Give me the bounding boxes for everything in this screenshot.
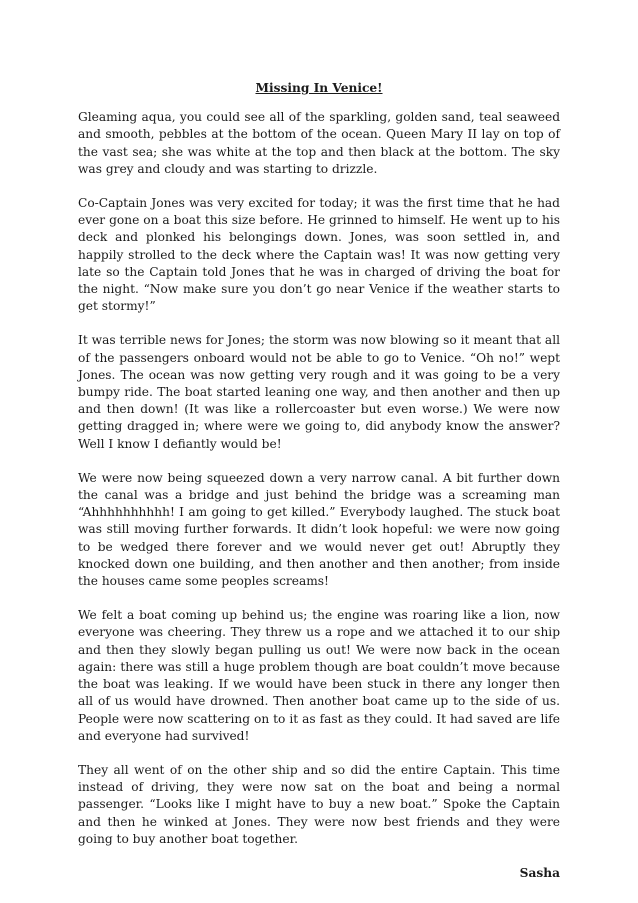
author-signature: Sasha [519, 865, 560, 880]
paragraph-2: Co-Captain Jones was very excited for today; it was the first time that he had ever gone on a boat this size before. He grinned to himself. He went up to his deck and plonked his belongings down. Jones, was soon settled in, and happily strolled to the deck where the Captain was! It was now getting very late so the Captain told Jones that he was in charged of driving the boat for the night. “Now make sure you don’t go near Venice if the weather starts to get stormy!” [78, 196, 560, 314]
paragraph-5: We felt a boat coming up behind us; the engine was roaring like a lion, now everyone was cheering. They threw us a rope and we attached it to our ship and then they slowly began pulling us out! We were now back in the ocean again: there was still a huge problem though are boat couldn’t move because the boat was leaking. If we would have been stuck in there any longer then all of us would have drowned. Then another boat came up to the side of us. People were now scattering on to it as fast as they could. It had saved are life and everyone had survived! [78, 608, 560, 743]
paragraph-1: Gleaming aqua, you could see all of the sparkling, golden sand, teal seaweed and smooth, pebbles at the bottom of the ocean. Queen Mary II lay on top of the vast sea; she was white at the top and then black at the bottom. The sky was grey and cloudy and was starting to drizzle. [78, 110, 560, 176]
paragraph-6: They all went of on the other ship and so did the entire Captain. This time instead of driving, they were now sat on the boat and being a normal passenger. “Looks like I might have to buy a new boat.” Spoke the Captain and then he winked at Jones. They were now best friends and they were going to buy another boat together. [78, 762, 560, 846]
paragraph-3: It was terrible news for Jones; the storm was now blowing so it meant that all of the passengers onboard would not be able to go to Venice. “Oh no!” wept Jones. The ocean was now getting very rough and it was going to be a very bumpy ride. The boat started leaning one way, and then another and then up and then down! (It was like a rollercoaster but even worse.) We were now getting dragged in; where were we going to, did anybody know the answer? Well I know I defiantly would be! [78, 333, 560, 451]
document-title: Missing In Venice! [255, 81, 383, 95]
paragraph-4: We were now being squeezed down a very narrow canal. A bit further down the canal was a bridge and just behind the bridge was a screaming man “Ahhhhhhhhhh! I am going to get killed.” Everybody laughed. The stuck boat was still moving further forwards. It didn’t look hopeful: we were now going to be wedged there forever and we would never get out! Abruptly they knocked down one building, and then another and then another; from inside the houses came some peoples screams! [78, 470, 560, 589]
document-body [78, 80, 560, 882]
